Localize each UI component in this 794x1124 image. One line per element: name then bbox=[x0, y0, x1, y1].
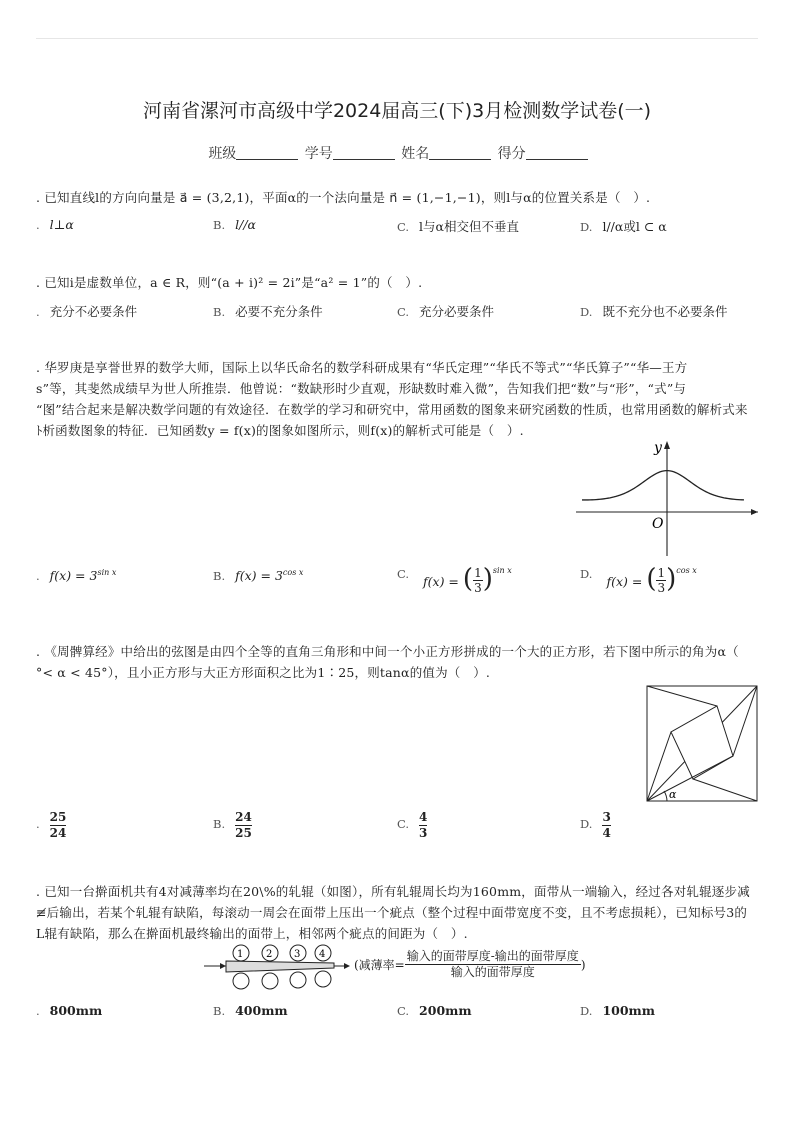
left-paren: ( bbox=[646, 564, 657, 594]
q5-line-1: . 已知一台擀面机共有4对减薄率均在20\%的轧辊（如图），所有轧辊周长均为160mm，面带从一端输入，经过各对轧辊逐步减 bbox=[36, 884, 750, 899]
fraction-denominator: 4 bbox=[602, 826, 611, 840]
fraction bbox=[602, 810, 610, 841]
triangle-edge-2 bbox=[733, 686, 757, 756]
q3-function-graph bbox=[572, 436, 762, 560]
fraction-denominator: 3 bbox=[419, 826, 428, 840]
option-letter: C. bbox=[397, 567, 410, 581]
q3-option-c[interactable] bbox=[397, 566, 512, 595]
fraction-numerator: 1 bbox=[657, 566, 666, 580]
id-label: 学号 bbox=[304, 146, 333, 162]
option-letter: C. bbox=[397, 1004, 410, 1018]
roller-1-bottom bbox=[233, 973, 249, 989]
option-letter: . bbox=[36, 1004, 40, 1018]
y-axis-label: y bbox=[654, 440, 662, 456]
option-text: f(x) = bbox=[606, 574, 643, 589]
q3-line-3: “图”结合起来是解决数学问题的有效途径．在数学的学习和研究中，常用函数的图象来研究函数的性质，也常用函数的解析式来 bbox=[36, 402, 748, 417]
score-label: 得分 bbox=[497, 146, 526, 162]
option-text: l⊥α bbox=[49, 217, 74, 232]
fraction-denominator: 3 bbox=[657, 581, 666, 595]
option-letter: D. bbox=[580, 220, 593, 234]
option-letter: . bbox=[36, 569, 40, 584]
option-text: 既不充分也不必要条件 bbox=[602, 304, 728, 319]
right-paren: ) bbox=[666, 564, 677, 594]
q4-option-a[interactable] bbox=[36, 810, 66, 841]
fraction bbox=[419, 810, 427, 841]
q3-line-1: . 华罗庚是享誉世界的数学大师，国际上以华氏命名的数学科研成果有“华氏定理”“华氏不等式”“华氏算子”“华—王方 bbox=[36, 360, 688, 375]
fraction-denominator: 24 bbox=[49, 826, 67, 840]
formula-fraction bbox=[405, 949, 581, 980]
roller-3-label: 3 bbox=[294, 949, 301, 960]
right-paren: ) bbox=[482, 564, 493, 594]
q4-line-2: °< α < 45°），且小正方形与大正方形面积之比为1∶25，则tanα的值为（ ）. bbox=[36, 665, 491, 680]
option-letter: . bbox=[36, 817, 40, 831]
x-axis-arrow-icon bbox=[751, 509, 758, 515]
triangle-edge-1 bbox=[647, 686, 717, 706]
q5-option-d[interactable] bbox=[580, 1003, 655, 1018]
q4-option-b[interactable] bbox=[213, 810, 252, 841]
option-letter: D. bbox=[580, 305, 593, 319]
option-text: f(x) = 3 bbox=[49, 568, 98, 584]
option-letter: D. bbox=[580, 567, 593, 581]
name-label: 姓名 bbox=[401, 146, 430, 162]
fraction bbox=[235, 810, 252, 841]
q5-roller-diagram bbox=[200, 944, 350, 994]
option-text: 400mm bbox=[235, 1003, 288, 1018]
q4-line-1: . 《周髀算经》中给出的弦图是由四个全等的直角三角形和中间一个小正方形拼成的一个大的正方形，若下图中所示的角为α（ bbox=[36, 644, 739, 659]
q3-option-a[interactable] bbox=[36, 568, 116, 583]
option-text: 充分必要条件 bbox=[419, 304, 495, 319]
fraction-denominator: 3 bbox=[474, 581, 482, 595]
fraction-numerator: 1 bbox=[474, 566, 482, 580]
q5-reduction-formula bbox=[354, 949, 586, 980]
option-letter: . bbox=[36, 218, 40, 232]
option-letter: D. bbox=[580, 817, 593, 831]
formula-prefix: (减薄率= bbox=[354, 958, 405, 972]
roller-3-bottom bbox=[290, 972, 306, 988]
option-exponent: cos x bbox=[676, 566, 697, 575]
q2-option-b[interactable] bbox=[213, 302, 323, 320]
option-exponent: cos x bbox=[282, 568, 304, 577]
triangle-edge-3 bbox=[693, 779, 757, 801]
q3-line-4: ﾄ析函数图象的特征．已知函数y = f(x)的图象如图所示，则f(x)的解析式可能是（ ）. bbox=[36, 423, 524, 438]
option-letter: D. bbox=[580, 1004, 593, 1018]
option-letter: B. bbox=[213, 817, 226, 831]
fraction bbox=[656, 566, 666, 595]
q1-option-c[interactable] bbox=[397, 217, 519, 235]
q3-option-b[interactable] bbox=[213, 568, 303, 583]
q5-option-a[interactable] bbox=[36, 1003, 102, 1018]
fraction-denominator: 25 bbox=[235, 826, 252, 840]
q2-option-c[interactable] bbox=[397, 302, 494, 320]
q5-line-3: L辊有缺陷，那么在擀面机最终输出的面带上，相邻两个疵点的间距为（ ）. bbox=[36, 926, 468, 941]
option-text: 必要不充分条件 bbox=[235, 304, 323, 319]
option-text: l//α或l ⊂ α bbox=[602, 219, 667, 234]
q3-option-d[interactable] bbox=[580, 566, 697, 595]
roller-4-label: 4 bbox=[319, 949, 326, 960]
left-paren: ( bbox=[462, 564, 474, 594]
fraction bbox=[50, 810, 67, 841]
formula-numerator: 输入的面带厚度-输出的面带厚度 bbox=[406, 949, 579, 963]
top-rollers bbox=[233, 945, 331, 961]
top-divider bbox=[36, 38, 758, 39]
option-letter: B. bbox=[213, 218, 226, 232]
student-info-line bbox=[0, 143, 794, 163]
roller-2-label: 2 bbox=[266, 949, 273, 960]
option-exponent: sin x bbox=[492, 566, 512, 575]
q1-option-d[interactable] bbox=[580, 217, 667, 235]
option-exponent: sin x bbox=[97, 568, 117, 577]
function-curve bbox=[582, 471, 744, 500]
fraction-numerator: 25 bbox=[49, 810, 67, 824]
bottom-rollers bbox=[233, 971, 331, 989]
y-axis-arrow-icon bbox=[664, 441, 670, 449]
option-text: 200mm bbox=[419, 1003, 472, 1018]
q2-option-a[interactable] bbox=[36, 302, 137, 320]
q2-stem: . 已知i是虚数单位，a ∈ R，则“(a + i)² = 2i”是“a² = 1”的（ ）. bbox=[36, 275, 423, 290]
q4-option-d[interactable] bbox=[580, 810, 611, 841]
name-blank[interactable] bbox=[429, 159, 491, 160]
class-label: 班级 bbox=[208, 146, 237, 162]
q1-option-b[interactable] bbox=[213, 217, 256, 232]
id-blank[interactable] bbox=[333, 159, 395, 160]
option-letter: . bbox=[36, 305, 40, 319]
option-text: 充分不必要条件 bbox=[49, 304, 138, 319]
formula-denominator: 输入的面带厚度 bbox=[450, 965, 535, 979]
option-letter: B. bbox=[213, 305, 226, 319]
option-text: l//α bbox=[235, 217, 256, 232]
q1-option-a[interactable] bbox=[36, 217, 74, 232]
roller-2-bottom bbox=[262, 973, 278, 989]
option-letter: C. bbox=[397, 817, 410, 831]
q2-option-d[interactable] bbox=[580, 302, 727, 320]
angle-alpha-label: α bbox=[669, 788, 677, 801]
option-letter: B. bbox=[213, 569, 226, 584]
roller-4-bottom bbox=[315, 971, 331, 987]
option-letter: B. bbox=[213, 1004, 226, 1018]
angle-arc bbox=[664, 791, 667, 801]
fraction-numerator: 3 bbox=[602, 810, 611, 824]
option-letter: C. bbox=[397, 220, 410, 234]
score-blank[interactable] bbox=[526, 159, 588, 160]
inner-small-square bbox=[671, 706, 733, 779]
q4-chord-figure bbox=[645, 684, 759, 804]
option-letter: C. bbox=[397, 305, 410, 319]
q1-stem: . 已知直线l的方向向量是 a⃗ = (3,2,1)，平面α的一个法向量是 n⃗ = (1,−1,−1)，则l与α的位置关系是（ ）. bbox=[36, 190, 651, 205]
input-arrow-icon bbox=[220, 963, 226, 969]
roller-1-label: 1 bbox=[237, 949, 244, 960]
option-text: 800mm bbox=[49, 1003, 103, 1018]
fraction bbox=[473, 566, 483, 595]
class-blank[interactable] bbox=[236, 159, 298, 160]
q5-option-b[interactable] bbox=[213, 1003, 288, 1018]
dough-sheet bbox=[226, 961, 334, 972]
option-text: f(x) = bbox=[423, 574, 459, 589]
option-text: f(x) = 3 bbox=[235, 568, 283, 584]
output-arrow-icon bbox=[344, 963, 350, 969]
page-title: 河南省漯河市高级中学2024届高三(下)3月检测数学试卷(一) bbox=[142, 100, 652, 122]
fraction-numerator: 24 bbox=[235, 810, 252, 824]
formula-suffix: ) bbox=[580, 957, 586, 972]
origin-label: O bbox=[652, 516, 664, 532]
q5-option-c[interactable] bbox=[397, 1003, 472, 1018]
q4-option-c[interactable] bbox=[397, 810, 427, 841]
q5-line-2: ≢后输出，若某个轧辊有缺陷，每滚动一周会在面带上压出一个疵点（整个过程中面带宽度不变，且不考虑损耗），已知标号3的 bbox=[36, 905, 748, 920]
fraction-numerator: 4 bbox=[419, 810, 428, 824]
option-text: l与α相交但不垂直 bbox=[419, 219, 519, 234]
q3-line-2: s”等，其斐然成绩早为世人所推崇．他曾说：“数缺形时少直观，形缺数时难入微”，告知我们把“数”与“形”，“式”与 bbox=[36, 381, 687, 396]
option-text: 100mm bbox=[602, 1003, 656, 1018]
